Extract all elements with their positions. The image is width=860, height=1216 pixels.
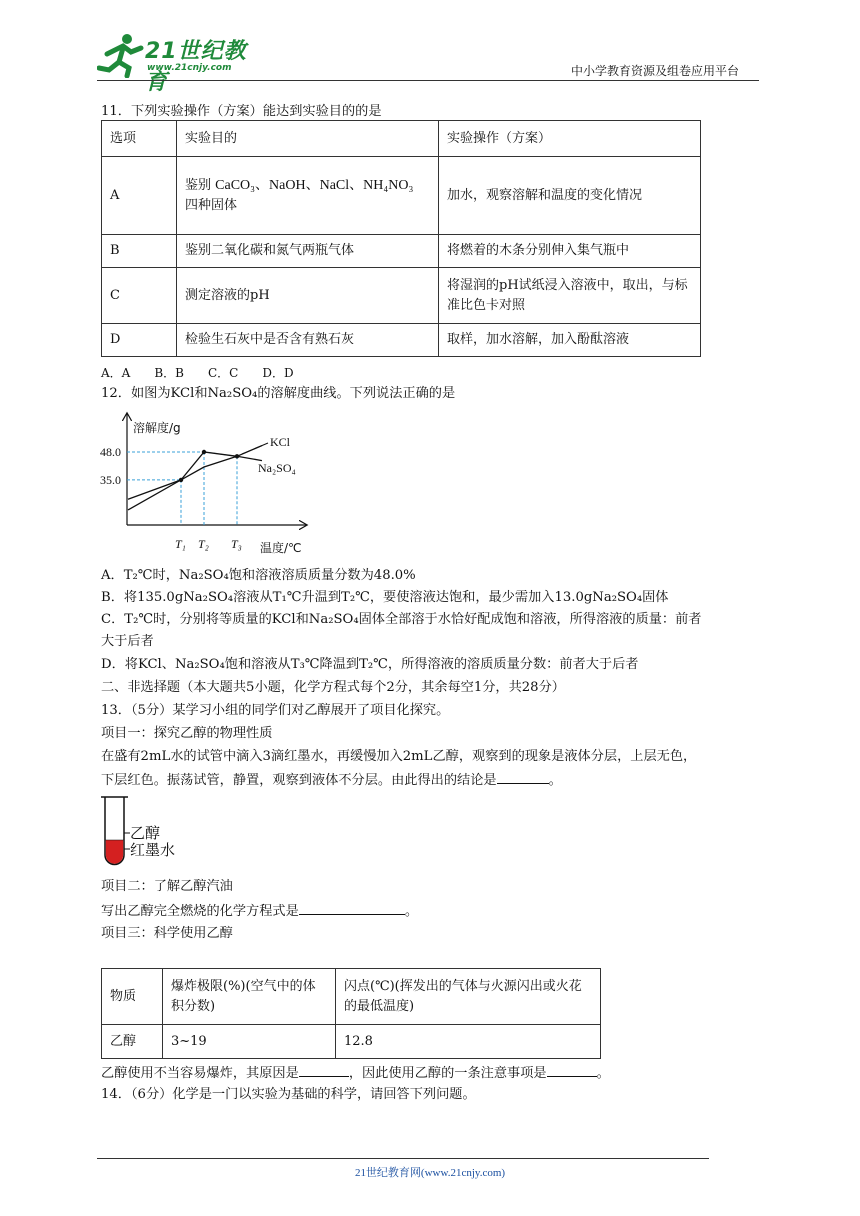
answer-blank[interactable] — [497, 771, 549, 784]
solubility-chart — [100, 410, 320, 558]
intersection-point — [235, 454, 239, 458]
table-row — [102, 1025, 601, 1059]
q12-option-a: A．T₂℃时，Na₂SO₄饱和溶液溶质质量分数为48.0% — [101, 568, 416, 583]
purpose-cell: 检验生石灰中是否含有熟石灰 — [177, 324, 439, 357]
option-cell: A — [102, 157, 177, 235]
y-axis-label: 溶解度/g — [133, 421, 181, 435]
q12-option-c-cont: 大于后者 — [101, 634, 154, 649]
platform-title: 中小学教育资源及组卷应用平台 — [571, 64, 740, 78]
q12-option-d: D．将KCl、Na₂SO₄饱和溶液从T₃℃降温到T₂℃，所得溶液的溶质质量分数：前者大于后者 — [101, 657, 639, 672]
operation-cell: 加水，观察溶解和温度的变化情况 — [439, 157, 701, 235]
q13-project1-text1: 在盛有2mL水的试管中滴入3滴红墨水，再缓慢加入2mL乙醇，观察到的现象是液体分层，上层无色， — [101, 749, 697, 764]
option-cell: D — [102, 324, 177, 357]
purpose-cell — [177, 157, 439, 235]
series-label: Na₂SO₄ — [258, 461, 296, 475]
table-cell: 乙醇 — [102, 1025, 163, 1059]
logo-name: 21世纪教育 — [145, 39, 247, 95]
x-tick-labels — [175, 537, 242, 551]
test-tube-icon — [100, 795, 130, 867]
table-row — [102, 268, 701, 324]
runner-logo-icon — [97, 32, 145, 78]
q13-p3-text-a: 乙醇使用不当容易爆炸，其原因是 — [101, 1066, 299, 1081]
option-cell: C — [102, 268, 177, 324]
purpose-formula: CaCO₃、NaOH、NaCl、NH₄NO₃ — [215, 177, 414, 193]
answer-blank[interactable] — [547, 1064, 597, 1077]
q13-project3-text: 乙醇使用不当容易爆炸，其原因是 ，因此使用乙醇的一条注意事项是 。 — [101, 1066, 610, 1081]
footer-rule — [97, 1158, 709, 1159]
intersection-point — [202, 450, 206, 454]
q13-project2-text: 写出乙醇完全燃烧的化学方程式是 。 — [101, 904, 418, 919]
q11-title: 11．下列实验操作（方案）能达到实验目的的是 — [101, 104, 382, 119]
series-line — [128, 452, 262, 510]
series-label: KCl — [270, 435, 291, 449]
purpose-pre: 鉴别 — [185, 177, 212, 193]
y-tick-label: 35.0 — [100, 472, 121, 487]
q13-project3-title: 项目三：科学使用乙醇 — [101, 926, 233, 941]
table-header: 爆炸极限(%)(空气中的体积分数) — [163, 969, 336, 1025]
header-rule — [97, 80, 759, 81]
operation-cell: 取样，加水溶解，加入酚酞溶液 — [439, 324, 701, 357]
x-tick-label: T₁ — [175, 537, 186, 551]
table-header: 选项 — [102, 121, 177, 157]
guide-lines — [127, 452, 237, 525]
x-tick-label: T₂ — [198, 537, 209, 551]
table-header: 闪点(℃)(挥发出的气体与火源闪出或火花的最低温度) — [336, 969, 601, 1025]
logo-url: www.21cnjy.com — [147, 63, 232, 73]
table-row — [102, 324, 701, 357]
q12-option-b: B．将135.0gNa₂SO₄溶液从T₁℃升温到T₂℃，要使溶液达饱和，最少需加入13.0gNa₂SO₄固体 — [101, 590, 669, 605]
q13-text2: 下层红色。振荡试管，静置，观察到液体不分层。由此得出的结论是 — [101, 773, 497, 788]
q13-project1-text2: 下层红色。振荡试管，静置，观察到液体不分层。由此得出的结论是 。 — [101, 773, 562, 788]
series-label-leader — [242, 443, 268, 454]
q11-table — [101, 120, 701, 357]
purpose-cell: 鉴别二氧化碳和氮气两瓶气体 — [177, 235, 439, 268]
section-title: 二、非选择题（本大题共5小题，化学方程式每个2分，其余每空1分，共28分） — [101, 680, 565, 695]
header-logo — [97, 30, 267, 95]
option-cell: B — [102, 235, 177, 268]
q13-p2-text: 写出乙醇完全燃烧的化学方程式是 — [101, 904, 299, 919]
table-row — [102, 121, 701, 157]
table-header: 实验目的 — [177, 121, 439, 157]
table-header: 实验操作（方案） — [439, 121, 701, 157]
purpose-cell: 测定溶液的pH — [177, 268, 439, 324]
table-row — [102, 969, 601, 1025]
x-tick-label: T₃ — [231, 537, 242, 551]
q13-title: 13．（5分）某学习小组的同学们对乙醇展开了项目化探究。 — [101, 703, 450, 718]
table-cell: 3~19 — [163, 1025, 336, 1059]
x-axis-label: 温度/℃ — [260, 541, 302, 555]
tube-label-bottom: 红墨水 — [130, 841, 176, 859]
q14-title: 14．（6分）化学是一门以实验为基础的科学，请回答下列问题。 — [101, 1087, 476, 1102]
y-tick-label: 48.0 — [100, 445, 121, 459]
answer-blank[interactable] — [299, 1064, 349, 1077]
footer-text: 21世纪教育网(www.21cnjy.com) — [354, 1167, 506, 1179]
q13-table — [101, 968, 601, 1059]
table-row — [102, 235, 701, 268]
table-header: 物质 — [102, 969, 163, 1025]
q13-p3-text-b: ，因此使用乙醇的一条注意事项是 — [348, 1066, 547, 1081]
purpose-post: 四种固体 — [185, 197, 238, 213]
series-lines — [128, 446, 262, 510]
operation-cell: 将燃着的木条分别伸入集气瓶中 — [439, 235, 701, 268]
intersection-point — [179, 478, 183, 482]
operation-cell: 将湿润的pH试纸浸入溶液中，取出，与标准比色卡对照 — [439, 268, 701, 324]
table-cell: 12.8 — [336, 1025, 601, 1059]
table-row — [102, 157, 701, 235]
y-tick-labels — [100, 445, 121, 487]
series-labels — [242, 435, 296, 475]
tube-label-top: 乙醇 — [130, 824, 161, 842]
q11-choices: A．A B．B C．C D．D — [101, 366, 294, 380]
q13-project1-title: 项目一：探究乙醇的物理性质 — [101, 726, 273, 741]
answer-blank[interactable] — [299, 902, 405, 915]
q13-project2-title: 项目二：了解乙醇汽油 — [101, 879, 233, 894]
test-tube-figure — [100, 795, 210, 867]
q12-title: 12．如图为KCl和Na₂SO₄的溶解度曲线。下列说法正确的是 — [101, 386, 456, 401]
q12-option-c: C．T₂℃时，分别将等质量的KCl和Na₂SO₄固体全部溶于水恰好配成饱和溶液，所得溶液的质量：前者 — [101, 612, 702, 627]
